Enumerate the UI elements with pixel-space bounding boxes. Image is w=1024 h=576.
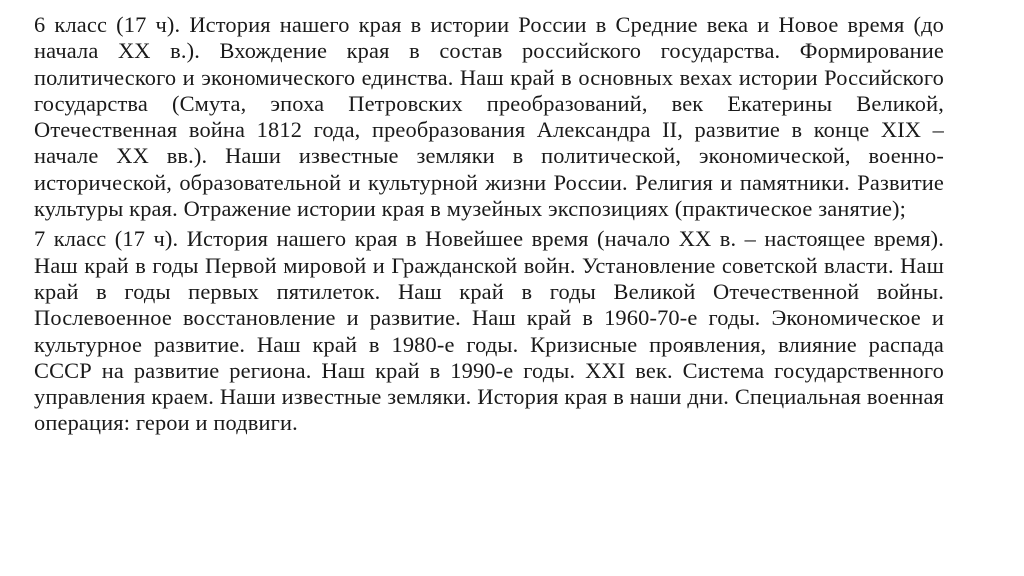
paragraph-grade-7: 7 класс (17 ч). История нашего края в Новейшее время (начало XX в. – настоящее время). Наш край в годы Первой мировой и Гражданской войн. Установление советской власти. Наш край в годы первых пятилеток. Наш край в годы Великой Отечественной войны. Послевоенное восстановление и развитие. Наш край в 1960-70-е годы. Экономическое и культурное развитие. Наш край в 1980-е годы. Кризисные проявления, влияние распада СССР на развитие региона. Наш край в 1990-е годы. XXI век. Система государственного управления краем. Наши известные земляки. История края в наши дни. Специальная военная операция: герои и подвиги.	[34, 226, 944, 436]
paragraph-grade-6: 6 класс (17 ч). История нашего края в истории России в Средние века и Новое время (до начала XX в.). Вхождение края в состав российского государства. Формирование политического и экономического единства. Наш край в основных вехах истории Российского государства (Смута, эпоха Петровских преобразований, век Екатерины Великой, Отечественная война 1812 года, преобразования Александра II, развитие в конце XIX – начале XX вв.). Наши известные земляки в политической, экономической, военно-исторической, образовательной и культурной жизни России. Религия и памятники. Развитие культуры края. Отражение истории края в музейных экспозициях (практическое занятие);	[34, 12, 944, 222]
document-page	[34, 12, 944, 437]
